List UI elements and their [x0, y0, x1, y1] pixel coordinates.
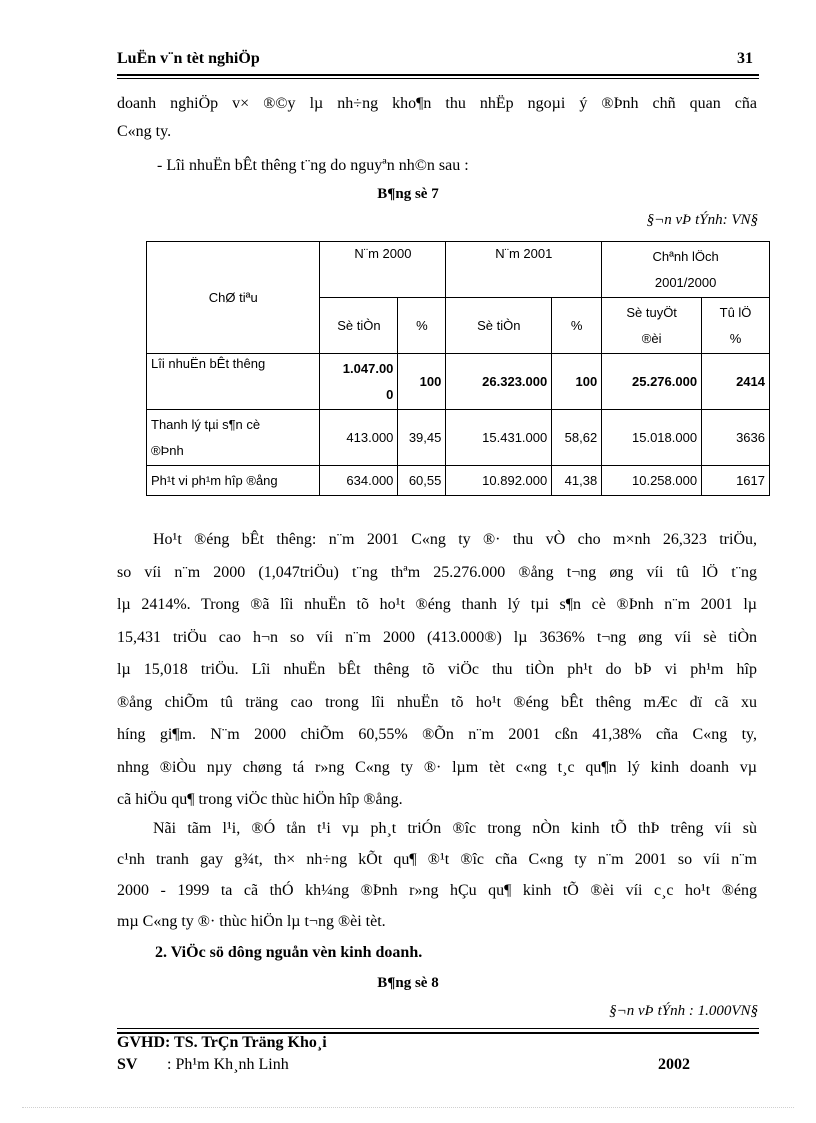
header-year-2001: N¨m 2001 — [446, 242, 602, 298]
analysis-paragraph — [117, 524, 757, 817]
header-rule-thin — [117, 78, 759, 79]
bullet-item: - Lîi nhuËn bÊt thêng t¨ng do nguyªn nh©n sau : — [157, 157, 469, 174]
paragraph-line: Nãi tãm l¹i, ®Ó tån t¹i vµ ph¸t triÓn ®îc trong nÒn kinh tÕ thÞ trêng víi sù — [153, 820, 757, 837]
row-value-2000-line1: 1.047.00 — [342, 360, 394, 376]
row-label: Lîi nhuËn bÊt thêng — [147, 354, 320, 410]
header-year-2000: N¨m 2000 — [320, 242, 446, 298]
page-number: 31 — [737, 50, 753, 67]
table8-title: B¶ng sè 8 — [377, 975, 439, 991]
subheader-rate — [702, 298, 770, 354]
header-difference-line1: Chªnh lÖch — [652, 248, 719, 264]
header-rule-thick — [117, 74, 759, 76]
row-label-line2: ®Þnh — [151, 442, 184, 458]
subheader-rate-line1: Tû lÖ — [719, 304, 752, 320]
header-difference-line2: 2001/2000 — [654, 274, 717, 290]
row-value-2000 — [320, 354, 398, 410]
row-rate: 1617 — [702, 466, 770, 496]
subheader-pct-2001: % — [552, 298, 602, 354]
row-label: Ph¹t vi ph¹m hîp ®ång — [147, 466, 320, 496]
row-value-2001: 15.431.000 — [446, 410, 552, 466]
row-diff: 15.018.000 — [602, 410, 702, 466]
page-header — [117, 50, 757, 72]
subheader-absolute-line2: ®èi — [641, 330, 662, 346]
paragraph-line: cã hiÖu qu¶ trong viÖc thùc hiÖn hîp ®ång. — [117, 791, 403, 808]
row-label — [147, 410, 320, 466]
row-pct-2000: 39,45 — [398, 410, 446, 466]
paragraph-line: híng gi¶m. N¨m 2000 chiÕm 60,55% ®Õn n¨m 2001 cßn 41,38% cña C«ng ty, — [117, 726, 757, 743]
footer-supervisor: GVHD: TS. TrÇn Träng Kho¸i — [117, 1034, 327, 1051]
intro-line: doanh nghiÖp v× ®©y lµ nh÷ng kho¶n thu nhËp ngoµi ý ®Þnh chñ quan cña — [117, 95, 757, 112]
row-value-2000: 634.000 — [320, 466, 398, 496]
header-difference — [602, 242, 770, 298]
row-rate: 3636 — [702, 410, 770, 466]
footer-student-name: : Ph¹m Kh¸nh Linh — [167, 1056, 289, 1073]
paragraph-line: lµ 15,018 triÖu. Lîi nhuËn bÊt thêng tõ viÖc thu tiÒn ph¹t do bÞ vi ph¹m hîp — [117, 661, 757, 678]
subheader-amount-2001: Sè tiÒn — [446, 298, 552, 354]
row-value-2000: 413.000 — [320, 410, 398, 466]
page-bottom-divider — [22, 1107, 794, 1108]
table8-unit: §¬n vÞ tÝnh : 1.000VN§ — [609, 1003, 758, 1019]
table-row — [147, 410, 770, 466]
subheader-pct-2000: % — [398, 298, 446, 354]
row-diff: 10.258.000 — [602, 466, 702, 496]
paragraph-line: 2000 - 1999 ta cã thÓ kh¼ng ®Þnh r»ng hÇu qu¶ kinh tÕ ®èi víi c¸c ho¹t ®éng — [117, 882, 757, 899]
table7-title: B¶ng sè 7 — [377, 186, 439, 202]
paragraph-line: lµ 2414%. Trong ®ã lîi nhuËn tõ ho¹t ®éng thanh lý tµi s¶n cè ®Þnh n¨m 2001 lµ — [117, 596, 757, 613]
subheader-amount-2000: Sè tiÒn — [320, 298, 398, 354]
row-pct-2000: 60,55 — [398, 466, 446, 496]
subheader-absolute — [602, 298, 702, 354]
table-row — [147, 354, 770, 410]
footer-student — [117, 1056, 289, 1074]
paragraph-line: c¹nh tranh gay g¾t, th× nh÷ng kÕt qu¶ ®¹t ®îc cña C«ng ty n¨m 2001 so víi n¨m — [117, 851, 757, 868]
row-pct-2001: 41,38 — [552, 466, 602, 496]
paragraph-line: ®ång chiÕm tû träng cao trong lîi nhuËn tõ ho¹t ®éng bÊt thêng mÆc dï cã xu — [117, 693, 757, 711]
footer-student-label: SV — [117, 1056, 138, 1073]
row-value-2001: 10.892.000 — [446, 466, 552, 496]
row-label-line1: Thanh lý tµi s¶n cè — [151, 416, 261, 432]
row-pct-2001: 100 — [552, 354, 602, 410]
row-value-2000-line2: 0 — [386, 386, 394, 402]
section-heading: 2. ViÖc sö dông nguån vèn kinh doanh. — [155, 944, 423, 961]
header-indicator: ChØ tiªu — [147, 242, 320, 354]
row-pct-2000: 100 — [398, 354, 446, 410]
table-row — [147, 466, 770, 496]
footer-year: 2002 — [658, 1056, 690, 1073]
footer-rule-thin — [117, 1028, 759, 1029]
row-diff: 25.276.000 — [602, 354, 702, 410]
intro-paragraph — [117, 90, 757, 146]
paragraph-line: so víi n¨m 2000 (1,047triÖu) t¨ng thªm 25.276.000 ®ång t¬ng øng víi tû lÖ t¨ng — [117, 563, 757, 581]
paragraph-line: nhng ®iÒu nµy chøng tá r»ng C«ng ty ®· lµm tèt c«ng t¸c qu¶n lý kinh doanh vµ — [117, 758, 757, 776]
header-title: LuËn v¨n tèt nghiÖp — [117, 50, 260, 67]
paragraph-line: mµ C«ng ty ®· thùc hiÖn lµ t¬ng ®èi tèt. — [117, 913, 386, 930]
table7-unit: §¬n vÞ tÝnh: VN§ — [646, 212, 758, 228]
table7 — [146, 241, 770, 496]
paragraph-line: 15,431 triÖu cao h¬n so víi n¨m 2000 (413.000®) lµ 3636% t¬ng øng víi sè tiÒn — [117, 628, 757, 646]
subheader-absolute-line1: Sè tuyÖt — [626, 304, 677, 320]
row-value-2001: 26.323.000 — [446, 354, 552, 410]
subheader-rate-line2: % — [729, 330, 742, 346]
paragraph-line: Ho¹t ®éng bÊt thêng: n¨m 2001 C«ng ty ®· thu vÒ cho m×nh 26,323 triÖu, — [153, 531, 757, 548]
intro-line: C«ng ty. — [117, 123, 172, 140]
conclusion-paragraph — [117, 813, 757, 937]
row-pct-2001: 58,62 — [552, 410, 602, 466]
row-rate: 2414 — [702, 354, 770, 410]
